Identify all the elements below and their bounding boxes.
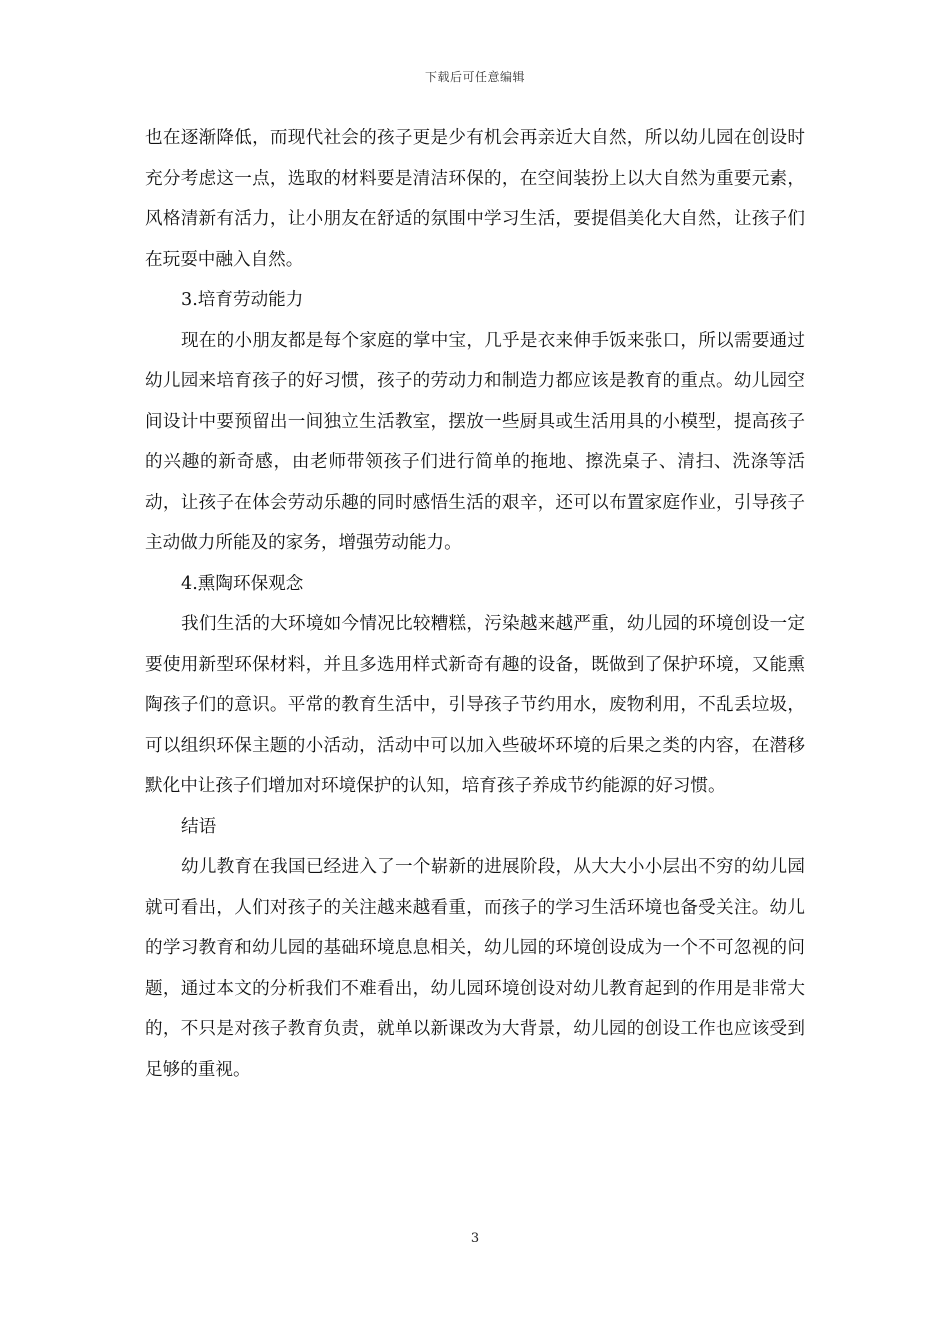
paragraph-environment: 我们生活的大环境如今情况比较糟糕，污染越来越严重，幼儿园的环境创设一定要使用新型环保材料，并且多选用样式新奇有趣的设备，既做到了保护环境，又能熏陶孩子们的意识。平常的教育生活中，引导孩子节约用水，废物利用，不乱丢垃圾，可以组织环保主题的小活动，活动中可以加入些破坏环境的后果之类的内容，在潜移默化中让孩子们增加对环境保护的认知，培育孩子养成节约能源的好习惯。: [145, 614, 805, 796]
section-heading-labor: 3.培育劳动能力: [181, 290, 304, 310]
section-heading-environment: 4.熏陶环保观念: [181, 573, 304, 594]
page-number: 3: [470, 1231, 480, 1246]
paragraph-labor: 现在的小朋友都是每个家庭的掌中宝，几乎是衣来伸手饭来张口，所以需要通过幼儿园来培育孩子的好习惯，孩子的劳动力和制造力都应该是教育的重点。幼儿园空间设计中要预留出一间独立生活教室，摆放一些厨具或生活用具的小模型，提高孩子的兴趣的新奇感，由老师带领孩子们进行简单的拖地、擦洗桌子、清扫、洗涤等活动，让孩子在体会劳动乐趣的同时感悟生活的艰辛，还可以布置家庭作业，引导孩子主动做力所能及的家务，增强劳动能力。: [145, 330, 805, 553]
document-body: [145, 118, 805, 1090]
paragraph-conclusion: 幼儿教育在我国已经进入了一个崭新的进展阶段，从大大小小层出不穷的幼儿园就可看出，人们对孩子的关注越来越看重，而孩子的学习生活环境也备受关注。幼儿的学习教育和幼儿园的基础环境息息相关，幼儿园的环境创设成为一个不可忽视的问题，通过本文的分析我们不难看出，幼儿园环境创设对幼儿教育起到的作用是非常大的，不只是对孩子教育负责，就单以新课改为大背景，幼儿园的创设工作也应该受到足够的重视。: [145, 857, 805, 1080]
paragraph-continuation: 也在逐渐降低，而现代社会的孩子更是少有机会再亲近大自然，所以幼儿园在创设时充分考虑这一点，选取的材料要是清洁环保的，在空间装扮上以大自然为重要元素，风格清新有活力，让小朋友在舒适的氛围中学习生活，要提倡美化大自然，让孩子们在玩耍中融入自然。: [145, 128, 805, 270]
section-heading-conclusion: 结语: [181, 816, 217, 837]
page-header: 下载后可任意编辑: [424, 70, 525, 84]
